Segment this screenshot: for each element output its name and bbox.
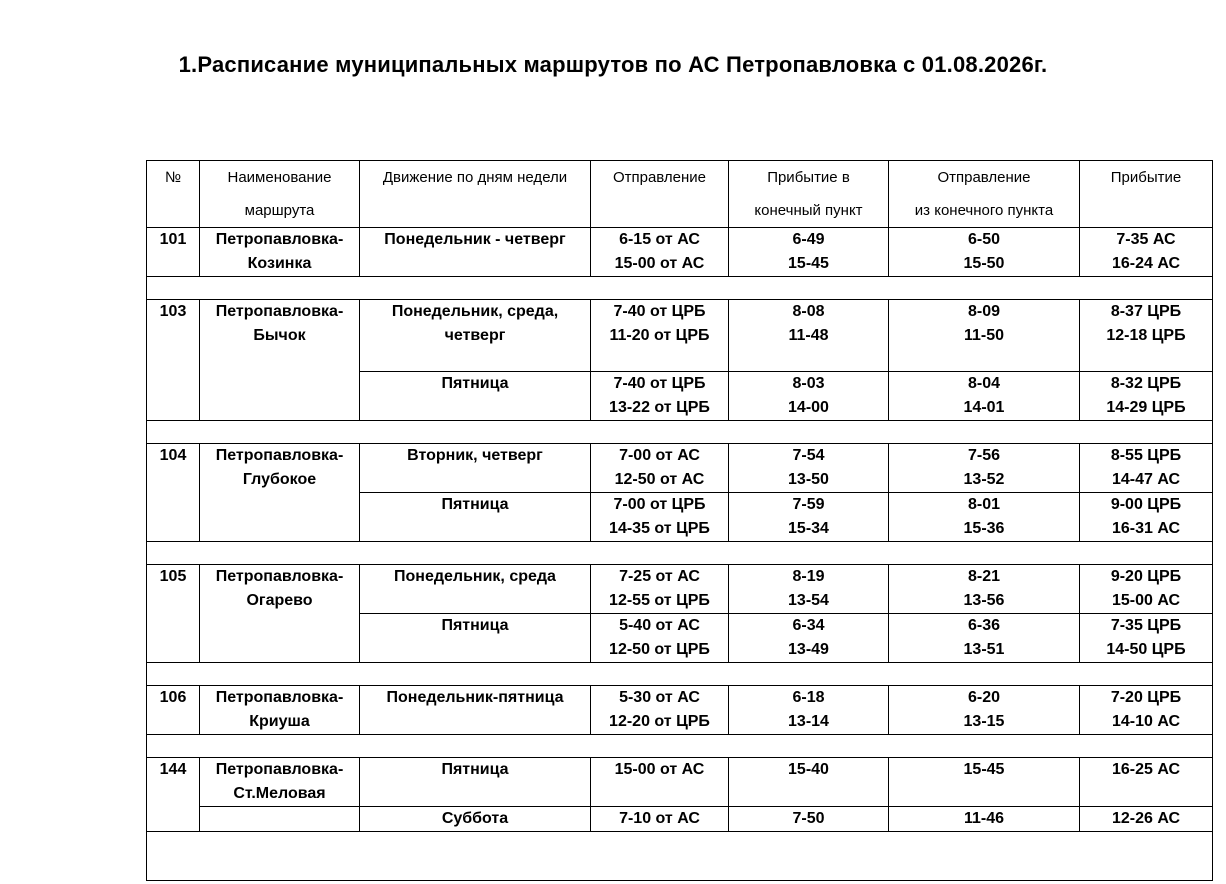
header-arrival-back [1080, 161, 1213, 228]
separator-cell [147, 735, 1213, 758]
trip-departure-end-line1: 8-21 [967, 568, 1001, 585]
trip-arrival-back [1080, 493, 1213, 542]
trip-departure-end-line1: 11-46 [963, 810, 1005, 827]
trip-departure-end-line2: 13-52 [963, 471, 1005, 488]
header-num [147, 161, 200, 228]
trip-departure-end [889, 444, 1080, 493]
trip-arrival-back-line2: 14-47 АС [1111, 471, 1181, 488]
trip-departure-end-line2: 13-51 [963, 641, 1005, 658]
trip-arrival-back-line2: 14-10 АС [1111, 713, 1181, 730]
trip-arrival [729, 758, 889, 807]
route-number [147, 444, 200, 542]
trip-departure-end-line2: 15-36 [963, 520, 1005, 537]
page-title: 1.Расписание муниципальных маршрутов по АС Петропавловка с 01.08.2026г. [178, 52, 1048, 77]
trip-arrival-back-line1: 8-55 ЦРБ [1110, 447, 1182, 464]
trip-arrival [729, 228, 889, 277]
trip-departure-end-line1: 8-09 [967, 303, 1001, 320]
route-number-text: 103 [159, 303, 187, 320]
trip-departure-end-line1: 7-56 [967, 447, 1001, 464]
trip-arrival-line1: 7-50 [792, 810, 825, 827]
route-number [147, 565, 200, 663]
route-number-text: 101 [159, 231, 187, 248]
header-route-name [200, 161, 360, 228]
trip-arrival-back-line2: 15-00 АС [1111, 592, 1181, 609]
route-number [147, 228, 200, 277]
trip-departure-end [889, 565, 1080, 614]
trip-departure-line2: 12-55 от ЦРБ [609, 592, 710, 609]
trip-departure [591, 300, 729, 372]
separator-cell [147, 277, 1213, 300]
trip-departure-line1: 7-25 от АС [619, 568, 700, 585]
trip-departure-line2: 11-20 от ЦРБ [609, 327, 710, 344]
trip-departure-end-line1: 6-50 [967, 231, 1001, 248]
trip-departure-end [889, 300, 1080, 372]
trip-arrival [729, 565, 889, 614]
trip-arrival-back-line1: 16-25 АС [1111, 761, 1181, 778]
route-name-line1: Петропавловка- [215, 303, 344, 320]
trip-departure-end-line1: 6-20 [967, 689, 1001, 706]
separator-cell [147, 663, 1213, 686]
route-name-line2: Козинка [247, 255, 312, 272]
trip-departure [591, 686, 729, 735]
trip-arrival-line2: 13-49 [788, 641, 829, 658]
route-name [200, 228, 360, 277]
trip-days [360, 807, 591, 832]
trip-arrival-back [1080, 614, 1213, 663]
trip-arrival-back [1080, 444, 1213, 493]
trip-arrival-back-line1: 7-35 АС [1116, 231, 1176, 248]
trip-days-line1: Суббота [441, 810, 509, 827]
trip-arrival [729, 372, 889, 421]
header-row [147, 161, 1213, 228]
trip-arrival [729, 300, 889, 372]
header-departure-text: Отправление [612, 169, 707, 186]
trip-departure [591, 565, 729, 614]
trip-departure [591, 614, 729, 663]
trip-departure-line1: 7-10 от АС [619, 810, 700, 827]
trip-arrival-line2: 13-54 [788, 592, 829, 609]
trip-arrival-line2: 15-34 [788, 520, 829, 537]
route-name [200, 565, 360, 663]
route-number [147, 686, 200, 735]
trip-departure-line2: 15-00 от АС [614, 255, 705, 272]
route-number [147, 300, 200, 421]
header-departure-end-line2: из конечного пункта [914, 202, 1054, 219]
header-route-name-line2: маршрута [244, 202, 315, 219]
route-name-line1: Петропавловка- [215, 689, 344, 706]
trip-arrival-back [1080, 758, 1213, 807]
trip-departure [591, 493, 729, 542]
trip-departure-end [889, 228, 1080, 277]
trip-days [360, 565, 591, 614]
trip-departure-line1: 7-00 от АС [619, 447, 700, 464]
trip-departure-end [889, 372, 1080, 421]
header-departure-end [889, 161, 1080, 228]
trip-departure-line1: 5-30 от АС [619, 689, 700, 706]
route-row [147, 444, 1213, 493]
header-arrival-back-text: Прибытие [1110, 169, 1182, 186]
trip-departure [591, 372, 729, 421]
header-days [360, 161, 591, 228]
trip-departure-end-line1: 15-45 [963, 761, 1005, 778]
trip-arrival-back-line1: 12-26 АС [1111, 810, 1181, 827]
separator-row [147, 421, 1213, 444]
trip-departure-end-line2: 15-50 [963, 255, 1005, 272]
route-row [147, 228, 1213, 277]
trip-days-line1: Вторник, четверг [407, 447, 543, 464]
trip-departure-end [889, 758, 1080, 807]
header-arrival-line1: Прибытие в [767, 169, 850, 186]
trip-arrival-back [1080, 565, 1213, 614]
route-name-empty [200, 807, 360, 832]
route-number-text: 104 [159, 447, 187, 464]
trip-departure-line2: 14-35 от ЦРБ [609, 520, 710, 537]
trip-arrival [729, 614, 889, 663]
header-route-name-line1: Наименование [227, 169, 332, 186]
trip-arrival [729, 444, 889, 493]
trip-departure [591, 807, 729, 832]
trip-days-line1: Понедельник, среда, [391, 303, 559, 320]
route-name [200, 300, 360, 421]
trip-days-line1: Понедельник - четверг [384, 231, 566, 248]
trip-departure-end-line1: 6-36 [967, 617, 1001, 634]
trip-days [360, 686, 591, 735]
trip-departure-line1: 7-40 от ЦРБ [613, 375, 706, 392]
route-name-line2: Криуша [249, 713, 310, 730]
trip-arrival-back-line1: 9-20 ЦРБ [1110, 568, 1182, 585]
trip-departure-line1: 6-15 от АС [619, 231, 700, 248]
separator-cell [147, 542, 1213, 565]
route-name-line1: Петропавловка- [215, 761, 344, 778]
route-name [200, 444, 360, 542]
trip-days-line1: Пятница [441, 496, 509, 513]
trip-departure-end-line2: 14-01 [963, 399, 1005, 416]
trip-days-line1: Понедельник-пятница [386, 689, 564, 706]
trip-departure-line1: 15-00 от АС [614, 761, 705, 778]
trip-departure-end [889, 493, 1080, 542]
trip-arrival-back-line2: 14-50 ЦРБ [1106, 641, 1186, 658]
trip-departure-end [889, 686, 1080, 735]
trip-days [360, 614, 591, 663]
trip-arrival-line2: 13-50 [788, 471, 829, 488]
trip-departure-line1: 5-40 от АС [619, 617, 700, 634]
trip-arrival-line1: 6-18 [792, 689, 825, 706]
separator-row [147, 542, 1213, 565]
trip-arrival-back-line2: 12-18 ЦРБ [1106, 327, 1186, 344]
trip-departure-line2: 12-50 от ЦРБ [609, 641, 710, 658]
trip-days-line2: четверг [444, 327, 506, 344]
trip-days [360, 493, 591, 542]
trip-arrival-back [1080, 686, 1213, 735]
trip-days [360, 228, 591, 277]
route-number [147, 758, 200, 832]
route-number-text: 105 [159, 568, 187, 585]
separator-cell [147, 832, 1213, 881]
trip-arrival-back-line1: 8-32 ЦРБ [1110, 375, 1182, 392]
trip-days [360, 372, 591, 421]
trip-arrival-line2: 13-14 [788, 713, 829, 730]
route-name-line1: Петропавловка- [215, 447, 344, 464]
trip-arrival-line1: 8-08 [792, 303, 825, 320]
trip-departure-end-line1: 8-04 [967, 375, 1001, 392]
route-name-line1: Петропавловка- [215, 231, 344, 248]
trip-departure-end-line1: 8-01 [967, 496, 1001, 513]
trip-departure-end-line2: 11-50 [963, 327, 1005, 344]
trip-arrival-line1: 8-03 [792, 375, 825, 392]
header-arrival-line2: конечный пункт [754, 202, 863, 219]
trip-days [360, 300, 591, 372]
trip-arrival-line1: 7-54 [792, 447, 825, 464]
header-arrival [729, 161, 889, 228]
trip-arrival-line1: 6-34 [792, 617, 825, 634]
separator-row [147, 277, 1213, 300]
trip-departure-end [889, 614, 1080, 663]
trip-arrival [729, 686, 889, 735]
trip-departure-line2: 13-22 от ЦРБ [609, 399, 710, 416]
trip-departure-line2: 12-50 от АС [614, 471, 705, 488]
trip-departure-line1: 7-00 от ЦРБ [613, 496, 706, 513]
route-row [147, 807, 1213, 832]
trip-departure-end [889, 807, 1080, 832]
header-departure [591, 161, 729, 228]
route-name-line2: Бычок [253, 327, 306, 344]
separator-row [147, 735, 1213, 758]
route-row [147, 565, 1213, 614]
trip-days [360, 444, 591, 493]
trip-arrival-back-line2: 16-24 АС [1111, 255, 1181, 272]
trip-departure [591, 444, 729, 493]
header-days-text: Движение по дням недели [382, 169, 568, 186]
route-row [147, 300, 1213, 372]
route-name [200, 686, 360, 735]
trip-days-line1: Пятница [441, 761, 509, 778]
trip-arrival-back [1080, 228, 1213, 277]
trip-arrival-back [1080, 372, 1213, 421]
separator-row [147, 663, 1213, 686]
trip-arrival-line2: 14-00 [788, 399, 829, 416]
route-name-line2: Ст.Меловая [233, 785, 326, 802]
trip-arrival-back-line1: 8-37 ЦРБ [1110, 303, 1182, 320]
trip-arrival [729, 493, 889, 542]
trip-arrival-back-line2: 14-29 ЦРБ [1106, 399, 1186, 416]
route-number-text: 144 [159, 761, 187, 778]
route-name-line1: Петропавловка- [215, 568, 344, 585]
trip-arrival-line1: 8-19 [792, 568, 825, 585]
trip-arrival-back-line1: 9-00 ЦРБ [1110, 496, 1182, 513]
trip-days-line1: Пятница [441, 375, 509, 392]
schedule-table [146, 160, 1213, 881]
trip-departure [591, 758, 729, 807]
trip-arrival-line2: 15-45 [788, 255, 829, 272]
trip-departure-end-line2: 13-56 [963, 592, 1005, 609]
trip-arrival-line1: 6-49 [792, 231, 825, 248]
route-row [147, 686, 1213, 735]
trip-days-line1: Понедельник, среда [394, 568, 556, 585]
trip-departure-line1: 7-40 от ЦРБ [613, 303, 706, 320]
route-number-text: 106 [159, 689, 187, 706]
route-name-line2: Огарево [246, 592, 313, 609]
trip-departure-line2: 12-20 от ЦРБ [609, 713, 710, 730]
route-name [200, 758, 360, 807]
trip-days [360, 758, 591, 807]
trip-days-line1: Пятница [441, 617, 509, 634]
trip-arrival-line2: 11-48 [788, 327, 829, 344]
trip-arrival-back-line1: 7-35 ЦРБ [1110, 617, 1182, 634]
trip-departure [591, 228, 729, 277]
header-num-text: № [164, 169, 182, 186]
route-row [147, 758, 1213, 807]
separator-cell [147, 421, 1213, 444]
schedule-body [147, 161, 1213, 881]
trip-arrival-line1: 7-59 [792, 496, 825, 513]
trip-arrival-back [1080, 300, 1213, 372]
trip-arrival-back-line1: 7-20 ЦРБ [1110, 689, 1182, 706]
header-departure-end-line1: Отправление [937, 169, 1031, 186]
route-name-line2: Глубокое [242, 471, 317, 488]
trip-arrival-back [1080, 807, 1213, 832]
trip-arrival [729, 807, 889, 832]
trip-departure-end-line2: 13-15 [963, 713, 1005, 730]
trip-arrival-line1: 15-40 [788, 761, 829, 778]
separator-row [147, 832, 1213, 881]
trip-arrival-back-line2: 16-31 АС [1111, 520, 1181, 537]
